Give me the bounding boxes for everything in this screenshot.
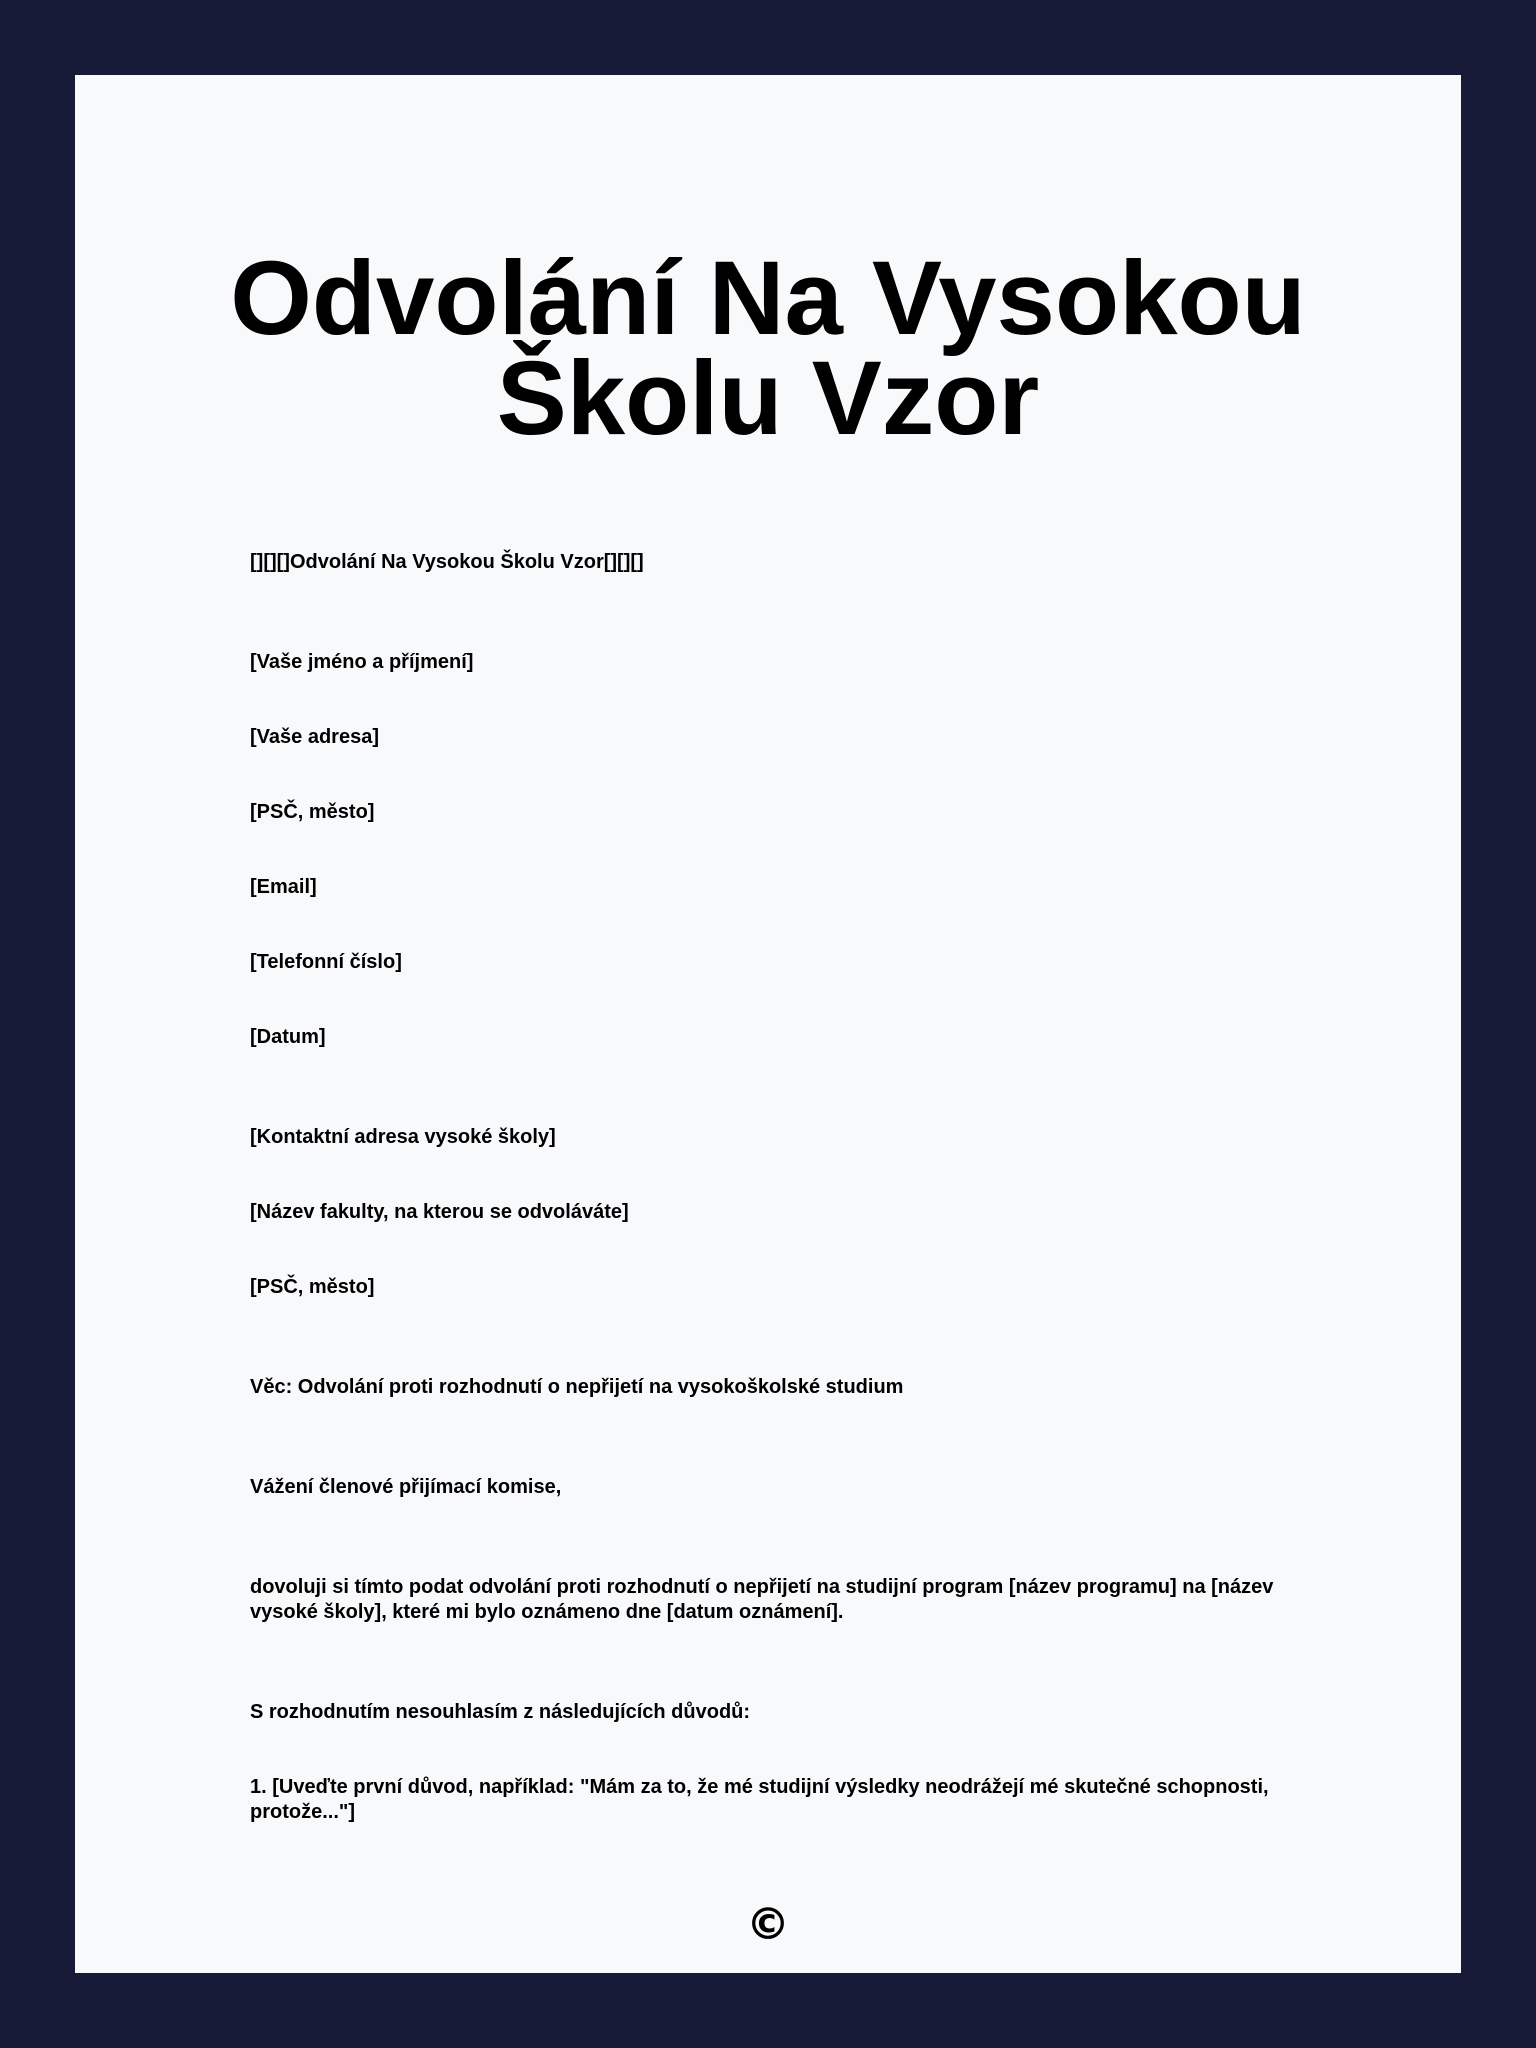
sender-email: [Email] (250, 876, 317, 898)
reason-item-1: 1. [Uveďte první důvod, například: "Mám za to, že mé studijní výsledky neodrážejí mé skutečné schopnosti, protože..."] (250, 1776, 1269, 1823)
letter-subject: Věc: Odvolání proti rozhodnutí o nepřijetí na vysokoškolské studium (250, 1376, 904, 1398)
sender-postal-city: [PSČ, město] (250, 801, 375, 823)
reasons-intro: S rozhodnutím nesouhlasím z následujících důvodů: (250, 1701, 751, 1723)
letter-salutation: Vážení členové přijímací komise, (250, 1476, 562, 1498)
sender-date: [Datum] (250, 1026, 326, 1048)
sender-address: [Vaše adresa] (250, 726, 379, 748)
document-page (75, 75, 1461, 1973)
document-title: Odvolání Na Vysokou Školu Vzor (230, 240, 1306, 457)
sender-name: [Vaše jméno a příjmení] (250, 651, 474, 673)
recipient-address: [Kontaktní adresa vysoké školy] (250, 1126, 556, 1148)
copyright-icon: © (746, 1899, 790, 1950)
recipient-faculty: [Název fakulty, na kterou se odvoláváte] (250, 1201, 629, 1223)
sender-phone: [Telefonní číslo] (250, 951, 402, 973)
heading-line: [][][]Odvolání Na Vysokou Školu Vzor[][][] (250, 551, 644, 573)
recipient-postal-city: [PSČ, město] (250, 1276, 375, 1298)
letter-intro-paragraph: dovoluji si tímto podat odvolání proti rozhodnutí o nepřijetí na studijní program [název programu] na [název vysoké školy], které mi bylo oznámeno dne [datum oznámení]. (250, 1576, 1274, 1623)
